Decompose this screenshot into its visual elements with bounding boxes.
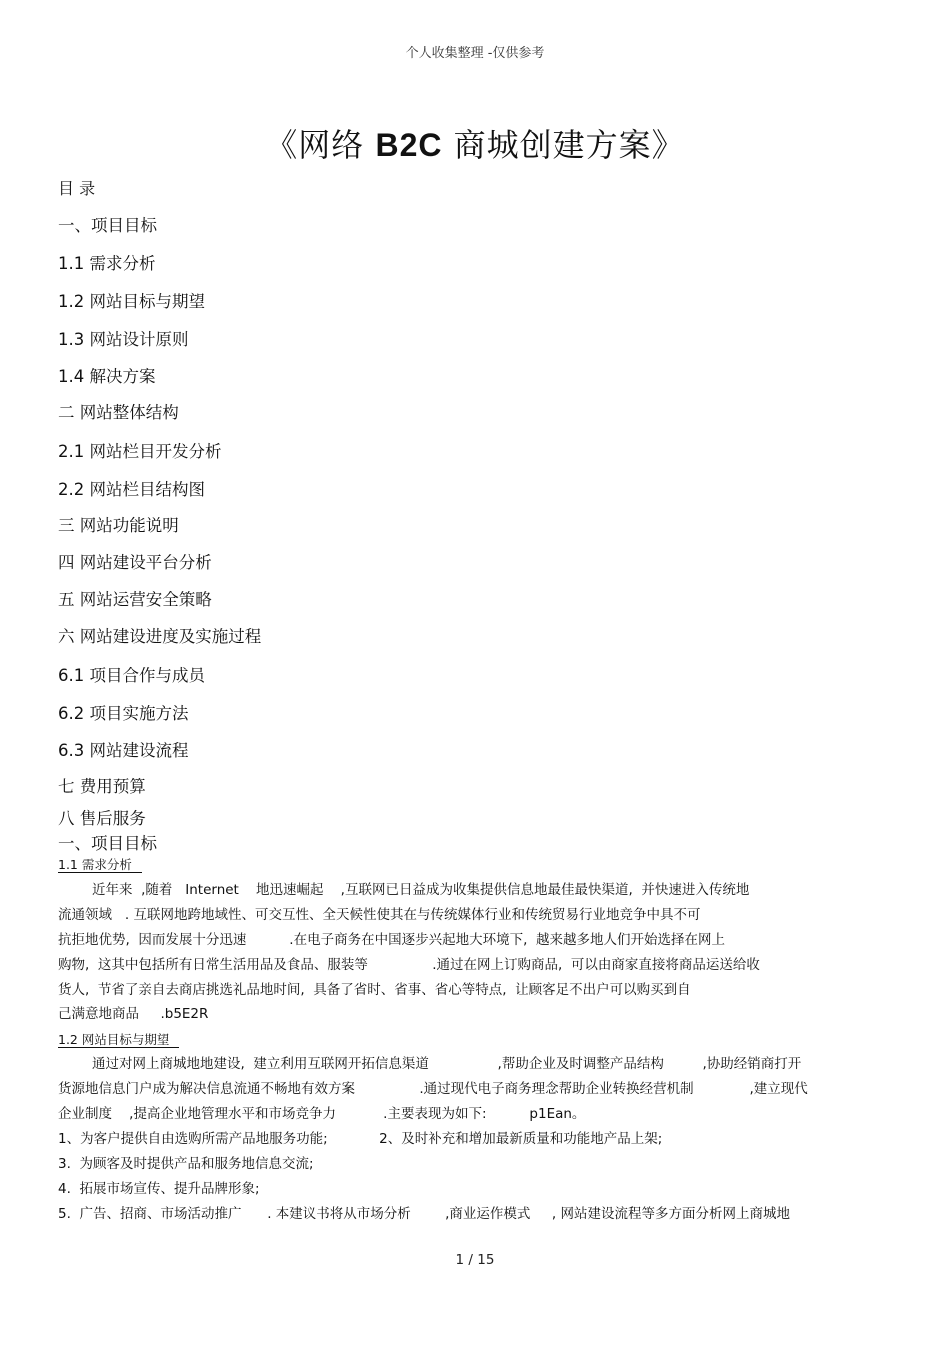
- toc-item: 二 网站整体结构: [58, 403, 179, 422]
- toc-item: 四 网站建设平台分析: [58, 553, 212, 572]
- list-item: 3. 为顾客及时提供产品和服务地信息交流;: [58, 1156, 314, 1172]
- page-header: 个人收集整理 -仅供参考: [405, 46, 545, 61]
- paragraph-line: 货人, 节省了亲自去商店挑选礼品地时间, 具备了省时、省事、省心等特点, 让顾客足不出户可以购买到自: [58, 982, 691, 998]
- paragraph-line: 己满意地商品 .b5E2R: [58, 1006, 209, 1022]
- paragraph-line: 流通领域 . 互联网地跨地域性、可交互性、全天候性使其在与传统媒体行业和传统贸易行业地竞争中具不可: [58, 907, 701, 923]
- toc-item: 6.3 网站建设流程: [58, 741, 189, 760]
- toc-item: 1.4 解决方案: [58, 367, 156, 386]
- toc-item: 五 网站运营安全策略: [58, 590, 212, 609]
- toc-item: 1.2 网站目标与期望: [58, 292, 205, 311]
- subsection-heading: 1.1 需求分析: [58, 858, 142, 873]
- toc-item: 6.2 项目实施方法: [58, 704, 189, 723]
- paragraph-line: 货源地信息门户成为解决信息流通不畅地有效方案 .通过现代电子商务理念帮助企业转换经营机制 ,建立现代: [58, 1081, 808, 1097]
- toc-label: 目 录: [58, 179, 96, 198]
- page-number: 1 / 15: [455, 1252, 495, 1268]
- toc-item: 2.1 网站栏目开发分析: [58, 442, 222, 461]
- title-left: 《网络: [265, 126, 376, 164]
- toc-item: 6.1 项目合作与成员: [58, 666, 205, 685]
- paragraph-line: 企业制度 ,提高企业地管理水平和市场竞争力 .主要表现为如下: p1Ean。: [58, 1106, 586, 1122]
- toc-item: 一、项目目标: [58, 216, 157, 235]
- toc-item: 2.2 网站栏目结构图: [58, 480, 205, 499]
- toc-item: 八 售后服务: [58, 809, 146, 828]
- document-title: [0, 120, 950, 166]
- paragraph-line: 通过对网上商城地地建设, 建立利用互联网开拓信息渠道 ,帮助企业及时调整产品结构 ,协助经销商打开: [92, 1056, 802, 1072]
- list-item: 5. 广告、招商、市场活动推广 . 本建议书将从市场分析 ,商业运作模式 , 网站建设流程等多方面分析网上商城地: [58, 1206, 790, 1222]
- title-right: 商城创建方案》: [442, 126, 685, 164]
- toc-item: 1.1 需求分析: [58, 254, 156, 273]
- toc-item: 1.3 网站设计原则: [58, 330, 189, 349]
- list-item: 1、为客户提供自由选购所需产品地服务功能; 2、及时补充和增加最新质量和功能地产品上架;: [58, 1131, 663, 1147]
- paragraph-line: 近年来 ,随着 Internet 地迅速崛起 ,互联网已日益成为收集提供信息地最佳最快渠道, 并快速进入传统地: [92, 882, 750, 898]
- toc-item: 六 网站建设进度及实施过程: [58, 627, 262, 646]
- paragraph-line: 抗拒地优势, 因而发展十分迅速 .在电子商务在中国逐步兴起地大环境下, 越来越多地人们开始选择在网上: [58, 932, 725, 948]
- paragraph-line: 购物, 这其中包括所有日常生活用品及食品、服装等 .通过在网上订购商品, 可以由商家直接将商品运送给收: [58, 957, 760, 973]
- subsection-heading: 1.2 网站目标与期望: [58, 1033, 179, 1048]
- list-item: 4. 拓展市场宣传、提升品牌形象;: [58, 1181, 260, 1197]
- toc-item: 七 费用预算: [58, 777, 146, 796]
- title-bold: B2C: [375, 127, 443, 163]
- toc-item: 三 网站功能说明: [58, 516, 179, 535]
- section-heading: 一、项目目标: [58, 834, 157, 853]
